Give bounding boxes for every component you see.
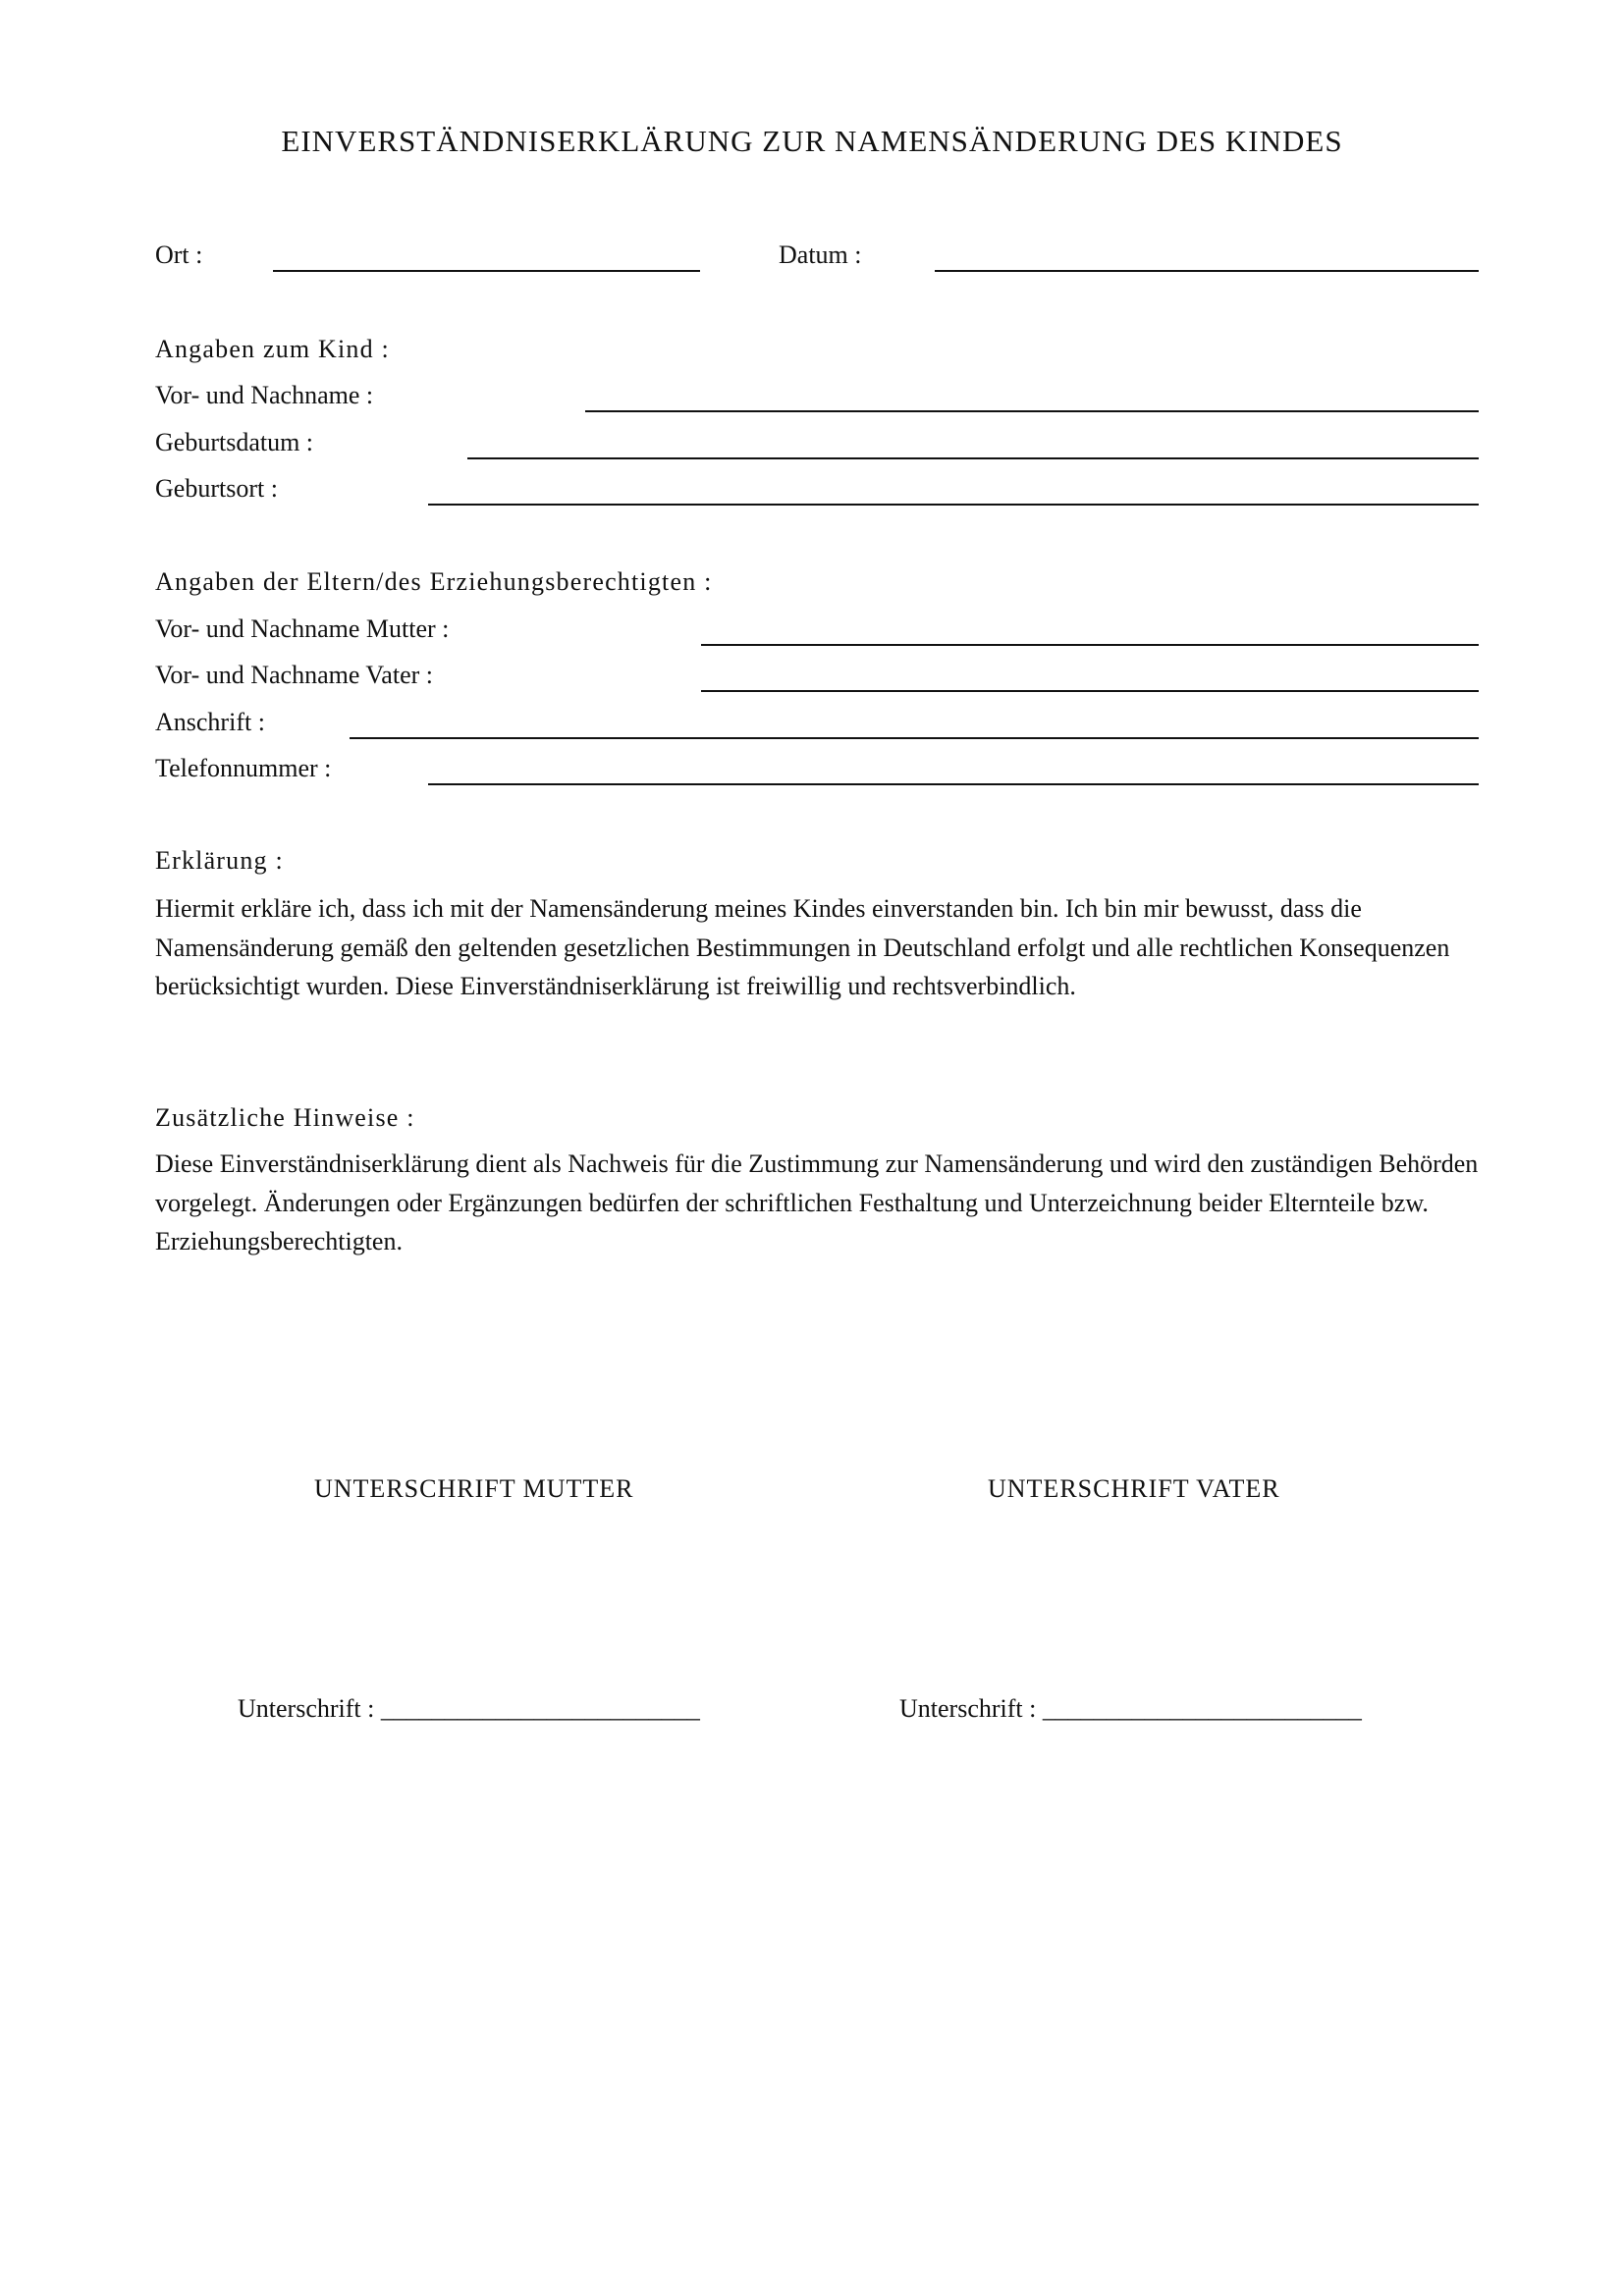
- notes-heading: Zusätzliche Hinweise :: [155, 1103, 415, 1132]
- phone-field[interactable]: [428, 783, 1479, 785]
- father-signature-line[interactable]: Unterschrift : _________________________: [899, 1694, 1362, 1723]
- father-name-label: Vor- und Nachname Vater :: [155, 661, 433, 689]
- father-name-field[interactable]: [701, 690, 1479, 692]
- child-birthplace-label: Geburtsort :: [155, 474, 278, 503]
- child-section-heading: Angaben zum Kind :: [155, 335, 390, 363]
- child-birthplace-field[interactable]: [428, 504, 1479, 506]
- declaration-heading: Erklärung :: [155, 846, 284, 875]
- ort-field[interactable]: [273, 270, 700, 272]
- datum-label: Datum :: [779, 240, 862, 269]
- parents-section-heading: Angaben der Eltern/des Erziehungsberechtigten :: [155, 567, 713, 596]
- child-name-label: Vor- und Nachname :: [155, 381, 374, 409]
- notes-text: Diese Einverständniserklärung dient als Nachweis für die Zustimmung zur Namensänderung und wird den zuständigen Behörden vorgelegt. Änderungen oder Ergänzungen bedürfen der schriftlichen Festhaltung und Unterzeichnung beider Elternteile bzw. Erziehungsberechtigten.: [155, 1149, 1479, 1255]
- datum-field[interactable]: [935, 270, 1479, 272]
- address-label: Anschrift :: [155, 708, 265, 736]
- declaration-text: Hiermit erkläre ich, dass ich mit der Namensänderung meines Kindes einverstanden bin. Ich bin mir bewusst, dass die Namensänderung gemäß den geltenden gesetzlichen Bestimmungen in Deutschland erfolgt und alle rechtlichen Konsequenzen berücksichtigt wurden. Diese Einverständniserklärung ist freiwillig und rechtsverbindlich.: [155, 894, 1450, 1000]
- child-name-field[interactable]: [585, 410, 1479, 412]
- ort-label: Ort :: [155, 240, 203, 269]
- father-signature-heading: UNTERSCHRIFT VATER: [988, 1474, 1280, 1503]
- address-field[interactable]: [350, 737, 1479, 739]
- mother-signature-heading: UNTERSCHRIFT MUTTER: [314, 1474, 634, 1503]
- mother-signature-line[interactable]: Unterschrift : _________________________: [238, 1694, 700, 1723]
- document-title: EINVERSTÄNDNISERKLÄRUNG ZUR NAMENSÄNDERUNG DES KINDES: [281, 124, 1343, 158]
- mother-name-label: Vor- und Nachname Mutter :: [155, 614, 450, 643]
- child-birthdate-label: Geburtsdatum :: [155, 428, 314, 456]
- mother-name-field[interactable]: [701, 644, 1479, 646]
- child-birthdate-field[interactable]: [467, 457, 1479, 459]
- phone-label: Telefonnummer :: [155, 754, 332, 782]
